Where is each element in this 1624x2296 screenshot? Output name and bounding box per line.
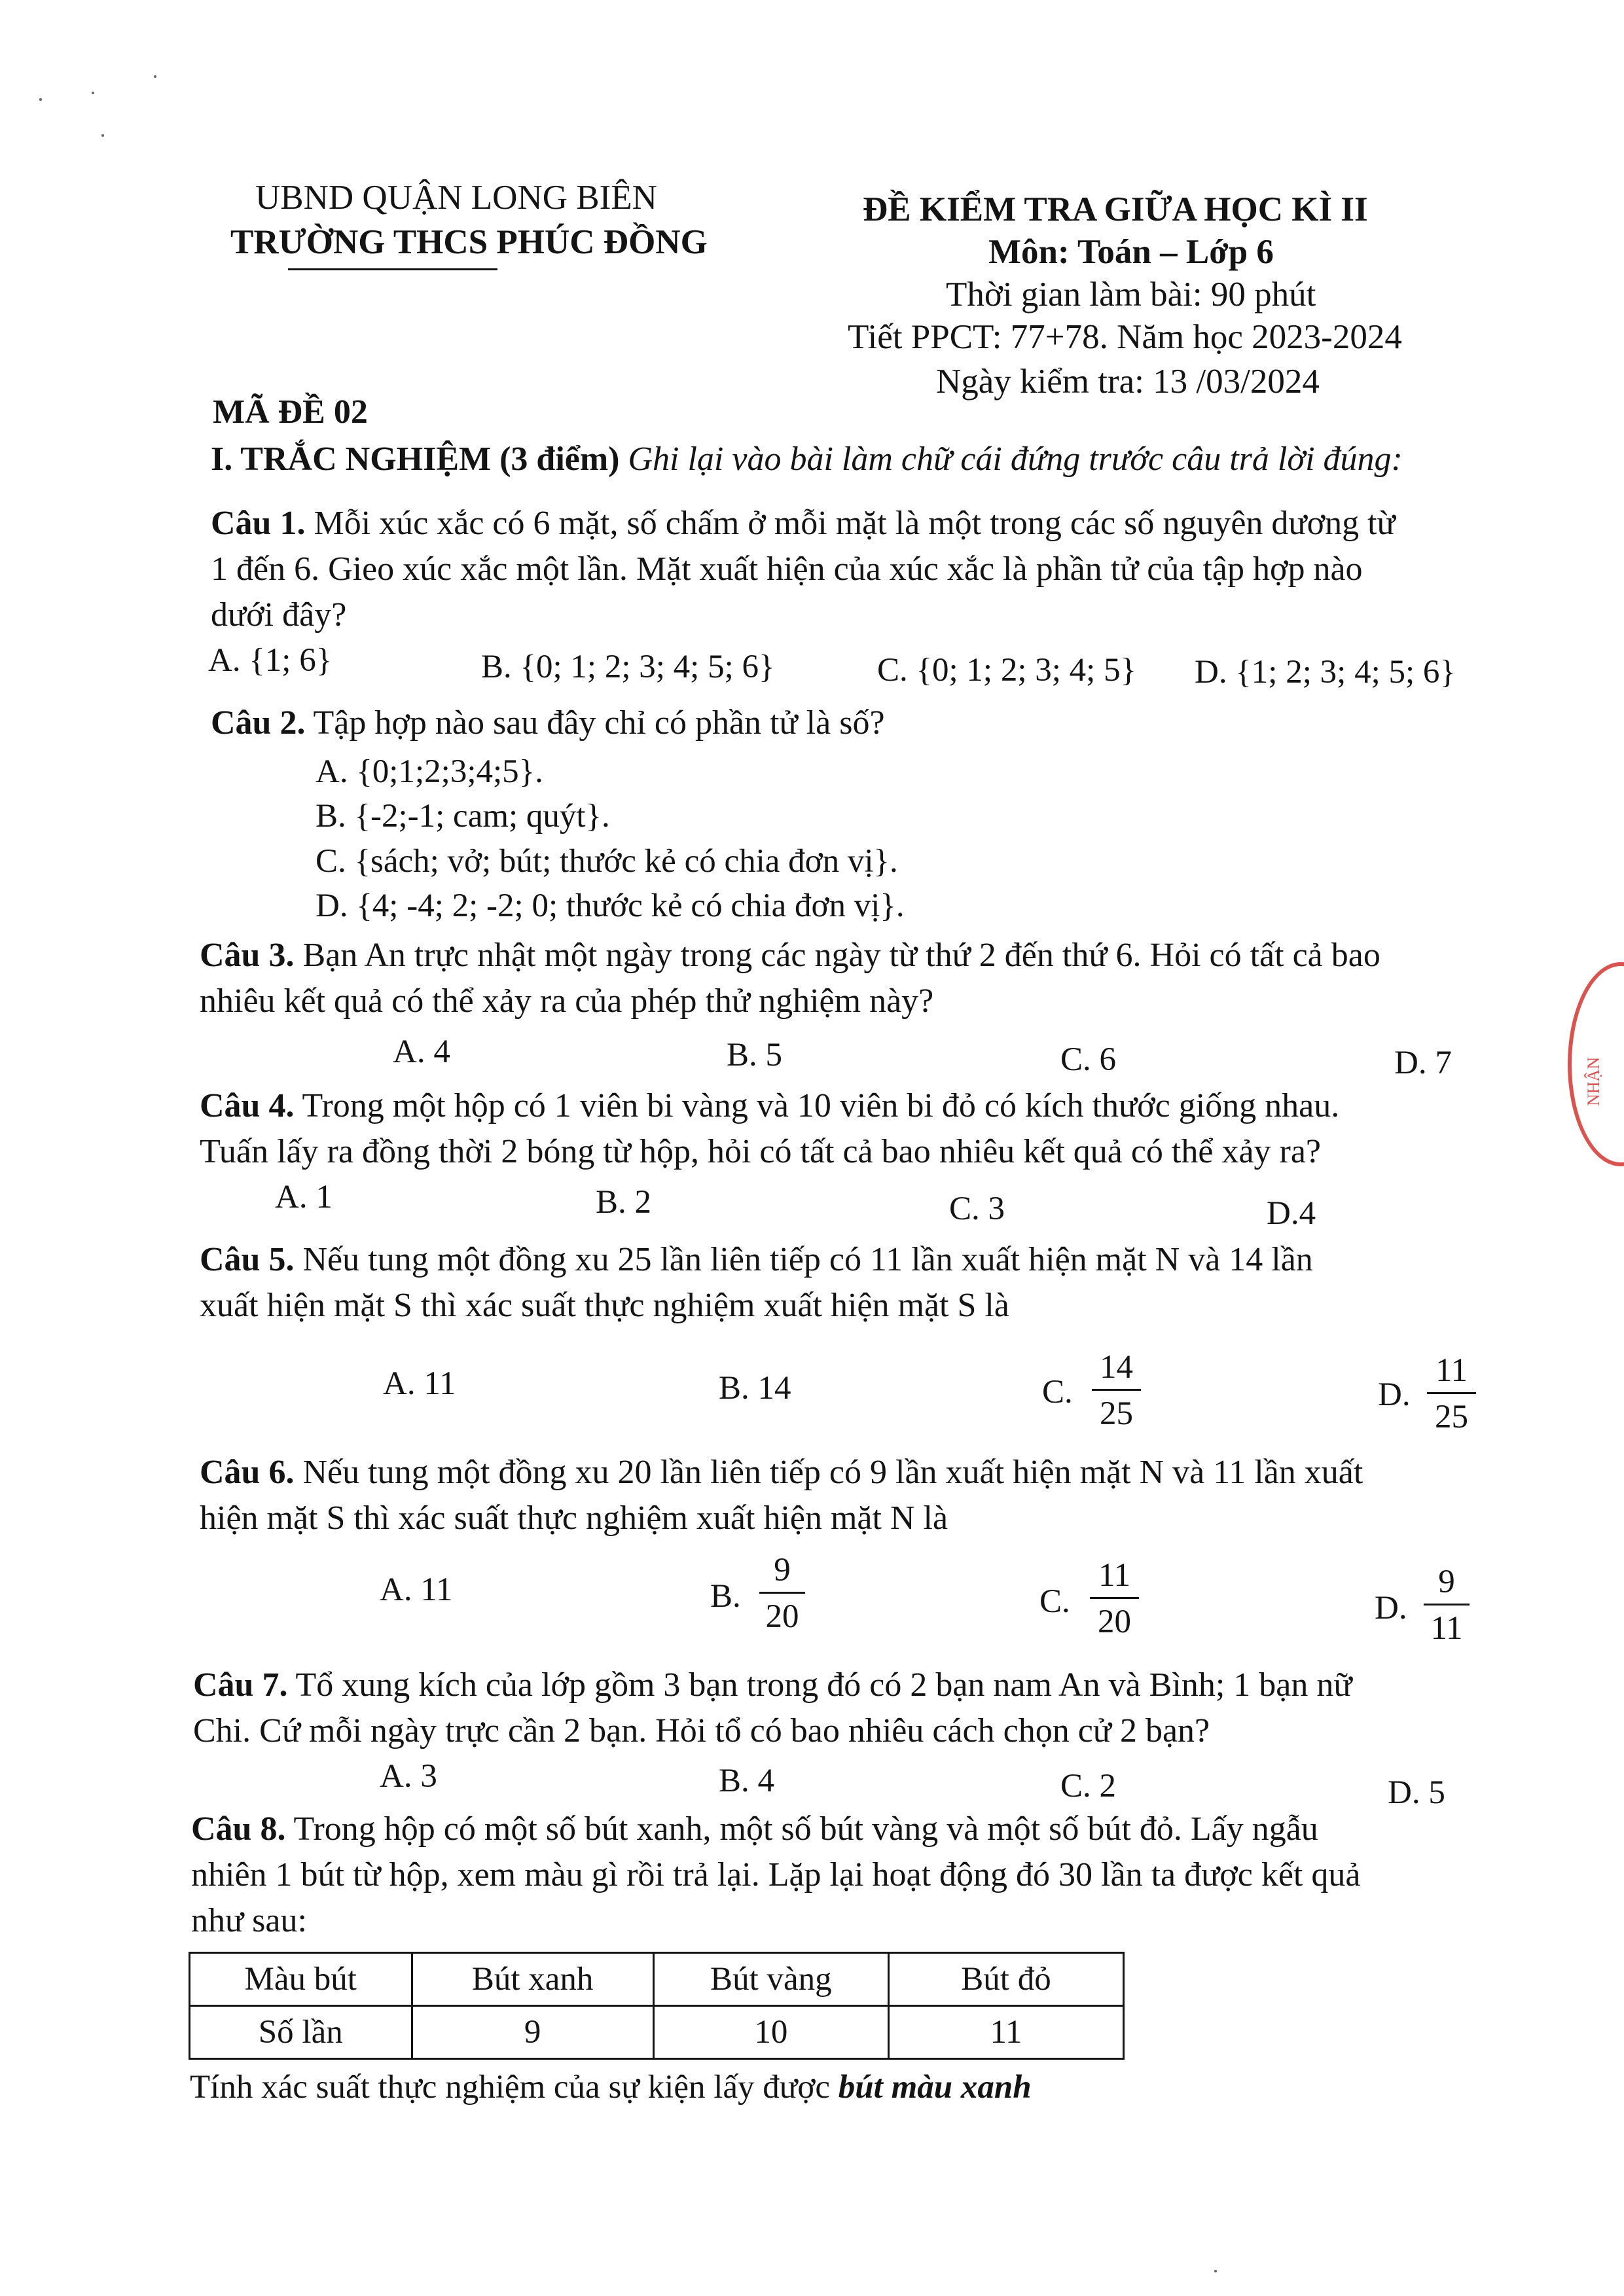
q6-option-c-fraction	[1090, 1556, 1139, 1641]
q6-d-denominator: 11	[1430, 1610, 1463, 1647]
subject: Môn: Toán – Lớp 6	[988, 233, 1274, 271]
q5-option-d-label: D.	[1378, 1376, 1411, 1413]
q7-line2: Chi. Cứ mỗi ngày trực cần 2 bạn. Hỏi tổ có bao nhiêu cách chọn cử 2 bạn?	[193, 1712, 1210, 1749]
q1-option-a: A. {1; 6}	[208, 642, 333, 679]
results-table	[189, 1952, 1125, 2060]
table-cell: Bút xanh	[412, 1953, 653, 2006]
question-6	[200, 1450, 1492, 1541]
q8-line2: nhiên 1 bút từ hộp, xem màu gì rồi trả lại. Lặp lại hoạt động đó 30 lần ta được kết quả	[191, 1856, 1361, 1893]
q2-option-a: A. {0;1;2;3;4;5}.	[316, 753, 543, 790]
q5-option-a: A. 11	[383, 1365, 456, 1402]
scan-speck	[39, 98, 42, 101]
q3-option-a: A. 4	[393, 1033, 450, 1070]
q1-line2: 1 đến 6. Gieo xúc xắc một lần. Mặt xuất hiện của xúc xắc là phần tử của tập hợp nào	[211, 550, 1363, 588]
fraction-bar	[1427, 1392, 1476, 1394]
q8-label: Câu 8.	[191, 1810, 286, 1848]
q2-text: Tập hợp nào sau đây chỉ có phần tử là số?	[313, 704, 885, 742]
fraction-bar	[1090, 1597, 1139, 1599]
exam-code: MÃ ĐỀ 02	[213, 393, 368, 431]
q6-b-denominator: 20	[765, 1598, 799, 1635]
table-cell: 10	[653, 2006, 888, 2059]
table-header-row	[190, 1953, 1124, 2006]
table-cell: Số lần	[190, 2006, 412, 2059]
q4-option-a: A. 1	[275, 1179, 333, 1215]
fraction-bar	[1424, 1604, 1470, 1605]
q5-d-denominator: 25	[1435, 1399, 1468, 1435]
q5-c-denominator: 25	[1100, 1395, 1133, 1432]
q4-line2: Tuấn lấy ra đồng thời 2 bóng từ hộp, hỏi có tất cả bao nhiêu kết quả có thể xảy ra?	[200, 1133, 1322, 1170]
table-row	[190, 2006, 1124, 2059]
question-7	[193, 1662, 1486, 1754]
q6-c-denominator: 20	[1098, 1604, 1131, 1640]
fraction-bar	[1092, 1389, 1141, 1391]
fraction-bar	[759, 1592, 805, 1594]
q6-option-d-fraction	[1424, 1563, 1470, 1647]
q1-line3: dưới đây?	[211, 596, 347, 634]
q5-d-numerator: 11	[1435, 1352, 1468, 1389]
section-instruction: Ghi lại vào bài làm chữ cái đứng trước câu trả lời đúng:	[628, 440, 1403, 478]
table-cell: 9	[412, 2006, 653, 2059]
q7-option-a: A. 3	[380, 1758, 437, 1795]
question-5	[200, 1237, 1492, 1329]
scan-speck	[101, 134, 104, 137]
q7-line1: Tổ xung kích của lớp gồm 3 bạn trong đó có 2 bạn nam An và Bình; 1 bạn nữ	[295, 1666, 1352, 1704]
q4-option-b: B. 2	[596, 1184, 652, 1221]
duration: Thời gian làm bài: 90 phút	[946, 276, 1316, 314]
q1-option-d: D. {1; 2; 3; 4; 5; 6}	[1195, 654, 1456, 691]
q4-option-d: D.4	[1267, 1195, 1316, 1232]
q5-option-b: B. 14	[719, 1370, 791, 1407]
q6-option-b-label: B.	[710, 1578, 741, 1615]
q7-option-b: B. 4	[719, 1763, 775, 1799]
q1-line1: Mỗi xúc xắc có 6 mặt, số chấm ở mỗi mặt là một trong các số nguyên dương từ	[314, 505, 1396, 542]
question-2	[211, 700, 885, 746]
question-8	[191, 1806, 1484, 1944]
question-3	[200, 933, 1492, 1024]
table-cell: Bút đỏ	[889, 1953, 1124, 2006]
q7-label: Câu 7.	[193, 1666, 288, 1704]
q6-b-numerator: 9	[774, 1552, 791, 1588]
q6-line2: hiện mặt S thì xác suất thực nghiệm xuất hiện mặt N là	[200, 1499, 948, 1537]
q7-option-d: D. 5	[1388, 1774, 1445, 1811]
q3-option-b: B. 5	[727, 1037, 783, 1073]
table-cell: Màu bút	[190, 1953, 412, 2006]
scan-speck	[1214, 2270, 1217, 2272]
q6-d-numerator: 9	[1438, 1564, 1455, 1600]
q3-option-c: C. 6	[1060, 1041, 1117, 1078]
q8-question-emphasis: bút màu xanh	[838, 2069, 1032, 2106]
q6-option-b-fraction	[759, 1551, 805, 1636]
q2-option-c: C. {sách; vở; bút; thước kẻ có chia đơn vị}.	[316, 843, 898, 880]
exam-title: ĐỀ KIỂM TRA GIỮA HỌC KÌ II	[863, 190, 1368, 228]
q5-option-d-fraction	[1427, 1352, 1476, 1436]
section-title: I. TRẮC NGHIỆM (3 điểm)	[211, 440, 620, 478]
q8-line3: như sau:	[191, 1902, 307, 1939]
q5-option-c-fraction	[1092, 1348, 1141, 1433]
q3-line1: Bạn An trực nhật một ngày trong các ngày từ thứ 2 đến thứ 6. Hỏi có tất cả bao	[302, 937, 1380, 974]
q7-option-c: C. 2	[1060, 1768, 1117, 1804]
q8-question	[190, 2068, 1032, 2106]
question-1	[200, 501, 1492, 638]
table-cell: 11	[889, 2006, 1124, 2059]
q6-option-d-label: D.	[1375, 1590, 1407, 1626]
q1-option-b: B. {0; 1; 2; 3; 4; 5; 6}	[481, 649, 775, 685]
q2-option-d: D. {4; -4; 2; -2; 0; thước kẻ có chia đơn vị}.	[316, 888, 905, 924]
scan-speck	[92, 92, 94, 94]
period-year: Tiết PPCT: 77+78. Năm học 2023-2024	[848, 318, 1402, 356]
school-underline	[288, 268, 497, 270]
q3-option-d: D. 7	[1394, 1045, 1452, 1081]
school-name: TRƯỜNG THCS PHÚC ĐỒNG	[230, 223, 708, 261]
q6-label: Câu 6.	[200, 1454, 295, 1491]
q2-label: Câu 2.	[211, 704, 306, 742]
question-4	[200, 1083, 1492, 1175]
q8-question-prefix: Tính xác suất thực nghiệm của sự kiện lấy được	[190, 2069, 831, 2106]
q3-label: Câu 3.	[200, 937, 295, 974]
scan-speck	[154, 75, 156, 78]
table-cell: Bút vàng	[653, 1953, 888, 2006]
q6-option-a: A. 11	[380, 1571, 453, 1608]
q8-line1: Trong hộp có một số bút xanh, một số bút vàng và một số bút đỏ. Lấy ngẫu	[293, 1810, 1318, 1848]
q4-option-c: C. 3	[949, 1191, 1005, 1227]
q4-label: Câu 4.	[200, 1087, 295, 1124]
section-heading	[211, 440, 1403, 478]
exam-date: Ngày kiểm tra: 13 /03/2024	[936, 363, 1320, 401]
q3-line2: nhiêu kết quả có thể xảy ra của phép thử nghiệm này?	[200, 982, 934, 1020]
q2-option-b: B. {-2;-1; cam; quýt}.	[316, 798, 610, 834]
q5-line1: Nếu tung một đồng xu 25 lần liên tiếp có 11 lần xuất hiện mặt N và 14 lần	[302, 1241, 1313, 1278]
q5-option-c-label: C.	[1042, 1374, 1073, 1410]
stamp-text: NHẬN	[1584, 1056, 1603, 1106]
q6-c-numerator: 11	[1098, 1557, 1131, 1594]
q5-line2: xuất hiện mặt S thì xác suất thực nghiệm xuất hiện mặt S là	[200, 1287, 1009, 1324]
district-name: UBND QUẬN LONG BIÊN	[255, 179, 657, 217]
q6-line1: Nếu tung một đồng xu 20 lần liên tiếp có 9 lần xuất hiện mặt N và 11 lần xuất	[302, 1454, 1363, 1491]
q4-line1: Trong một hộp có 1 viên bi vàng và 10 viên bi đỏ có kích thước giống nhau.	[302, 1087, 1340, 1124]
q6-option-c-label: C.	[1039, 1583, 1070, 1620]
q5-label: Câu 5.	[200, 1241, 295, 1278]
q1-option-c: C. {0; 1; 2; 3; 4; 5}	[877, 652, 1137, 689]
q5-c-numerator: 14	[1100, 1349, 1133, 1386]
q1-label: Câu 1.	[211, 505, 306, 542]
